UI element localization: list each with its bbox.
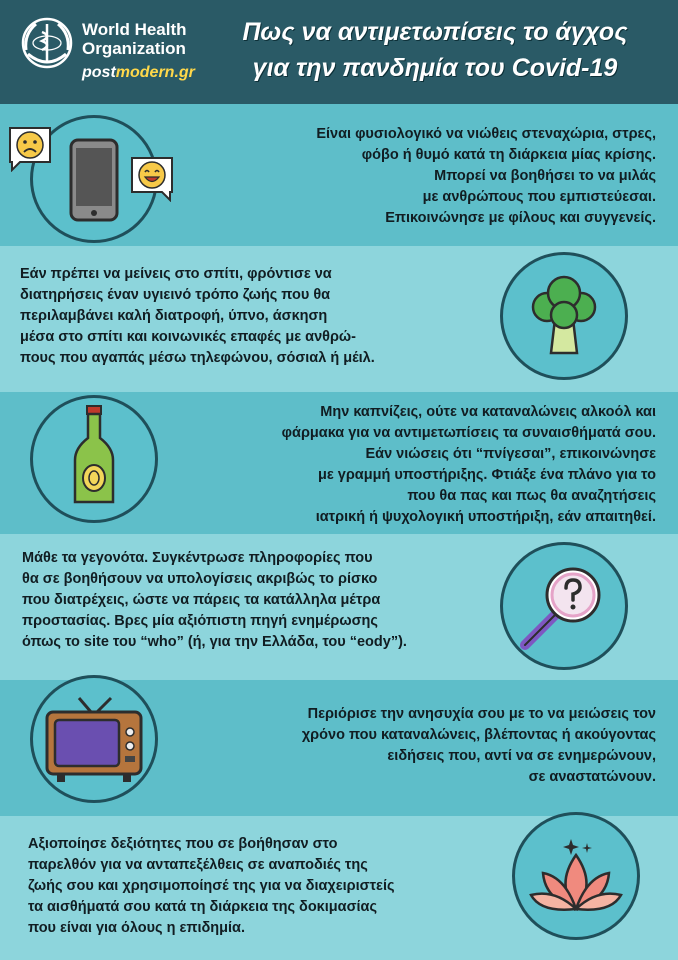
section-5-line-4: σε αναστατώνουν. bbox=[528, 769, 656, 785]
section-5-line-2: χρόνο που καταναλώνεις, βλέποντας ή ακούγοντας bbox=[301, 727, 656, 743]
section-1-line-1: Είναι φυσιολογικό να νιώθεις στεναχώρια, στρες, bbox=[316, 126, 656, 142]
section-6-line-3: ζωής σου και χρησιμοποίησέ της για να διαχειριστείς bbox=[28, 878, 395, 894]
section-5-line-3: ειδήσεις που, αντί να σε ενημερώνουν, bbox=[387, 748, 656, 764]
section-6-line-5: που είναι για όλους η επιδημία. bbox=[28, 920, 246, 936]
bottle-icon bbox=[30, 395, 158, 523]
page-title bbox=[205, 14, 665, 86]
section-2-text bbox=[20, 264, 375, 369]
section-1-line-3: Μπορεί να βοηθήσει το να μιλάς bbox=[434, 168, 656, 184]
section-6-text bbox=[28, 834, 395, 939]
section-1-line-4: με ανθρώπους που εμπιστεύεσαι. bbox=[422, 189, 656, 205]
section-5-text bbox=[302, 704, 656, 788]
section-3-line-3: Εάν νιώσεις ότι “πνίγεσαι”, επικοινώνησε bbox=[365, 446, 656, 462]
tv-icon bbox=[30, 675, 158, 803]
section-1-line-2: φόβο ή θυμό κατά τη διάρκεια μίας κρίσης. bbox=[361, 147, 656, 163]
section-1-line-5: Επικοινώνησε με φίλους και συγγενείς. bbox=[385, 210, 656, 226]
broccoli-icon bbox=[500, 252, 628, 380]
title-line-1: Πως να αντιμετωπίσεις το άγχος bbox=[242, 18, 628, 46]
section-3-line-2: φάρμακα για να αντιμετωπίσεις τα συναισθήματά σου. bbox=[281, 425, 656, 441]
title-line-2: για την πανδημία του Covid-19 bbox=[252, 54, 618, 82]
section-3-line-4: με γραμμή υποστήριξης. Φτιάξε ένα πλάνο για το bbox=[317, 467, 656, 483]
section-4-line-4: προστασίας. Βρες μία αξιόπιστη πηγή ενημέρωσης bbox=[22, 613, 378, 629]
section-3-line-1: Μην καπνίζεις, ούτε να καταναλώνεις αλκοόλ και bbox=[320, 404, 656, 420]
brand-logo bbox=[82, 64, 195, 82]
section-2-line-3: περιλαμβάνει καλή διατροφή, ύπνο, άσκηση bbox=[20, 308, 328, 324]
section-3-line-6: ιατρική ή ψυχολογική υποστήριξη, εάν απαιτηθεί. bbox=[315, 509, 656, 525]
section-6-line-1: Αξιοποίησε δεξιότητες που σε βοήθησαν στο bbox=[28, 836, 338, 852]
header-banner bbox=[0, 0, 678, 104]
lotus-icon bbox=[512, 812, 640, 940]
section-2-line-5: πους που αγαπάς μέσω τηλεφώνου, σόσιαλ ή μέιλ. bbox=[20, 350, 375, 366]
section-4-line-3: που διατρέχεις, ώστε να πάρεις τα κατάλληλα μέτρα bbox=[22, 592, 381, 608]
section-2-line-4: μέσα στο σπίτι και κοινωνικές επαφές με ανθρώ- bbox=[20, 329, 357, 345]
who-emblem-icon bbox=[18, 14, 76, 77]
section-6-line-4: τα αισθήματά σου κατά τη διάρκεια της δοκιμασίας bbox=[28, 899, 377, 915]
section-2-line-2: διατηρήσεις έναν υγιεινό τρόπο ζωής που θα bbox=[20, 287, 331, 303]
happy-face-bubble-icon bbox=[128, 154, 176, 207]
magnifier-question-icon bbox=[500, 542, 628, 670]
brand-suffix: modern.gr bbox=[115, 64, 195, 81]
section-6-line-2: παρελθόν για να ανταπεξέλθεις σε αναποδιές της bbox=[28, 857, 368, 873]
section-4-line-2: θα σε βοηθήσουν να υπολογίσεις ακριβώς το ρίσκο bbox=[22, 571, 378, 587]
section-4-text bbox=[22, 548, 407, 653]
brand-prefix: post bbox=[82, 64, 116, 81]
section-1-text bbox=[316, 124, 656, 229]
organization-name bbox=[82, 20, 187, 58]
section-2-line-1: Εάν πρέπει να μείνεις στο σπίτι, φρόντισε να bbox=[20, 266, 332, 282]
section-4-line-5: όπως το site του “who” (ή, για την Ελλάδα, του “eody”). bbox=[22, 634, 407, 650]
sad-face-bubble-icon bbox=[6, 124, 54, 177]
section-5-line-1: Περιόρισε την ανησυχία σου με το να μειώσεις τον bbox=[307, 706, 656, 722]
org-name-line-2: Organization bbox=[82, 39, 186, 58]
org-name-line-1: World Health bbox=[82, 20, 187, 39]
section-3-text bbox=[282, 402, 656, 528]
section-4-line-1: Μάθε τα γεγονότα. Συγκέντρωσε πληροφορίες που bbox=[22, 550, 373, 566]
section-3-line-5: που θα πας και πως θα αναζητήσεις bbox=[407, 488, 656, 504]
